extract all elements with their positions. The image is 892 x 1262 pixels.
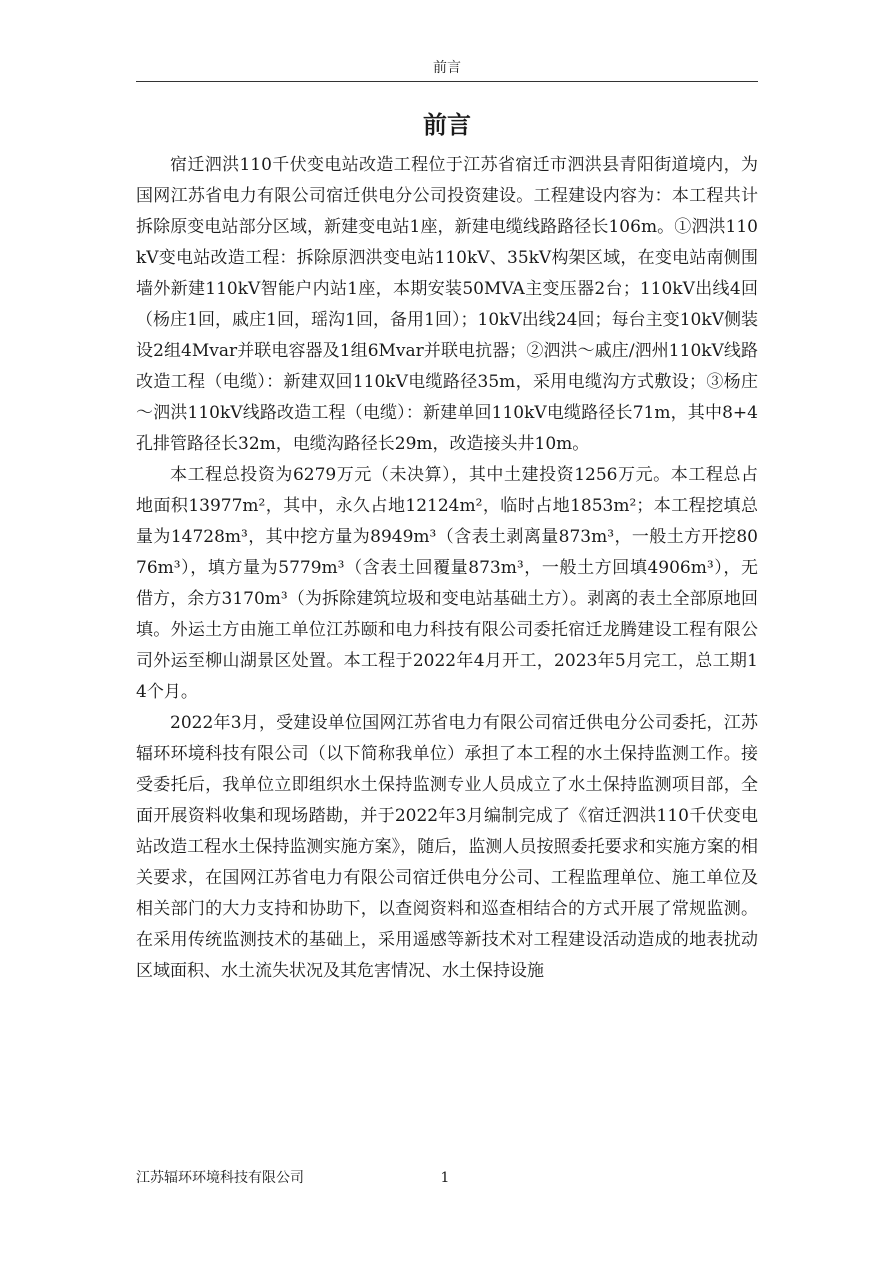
- paragraph-monitoring-work: 2022年3月，受建设单位国网江苏省电力有限公司宿迁供电分公司委托，江苏辐环环境科技有限公司（以下简称我单位）承担了本工程的水土保持监测工作。接受委托后，我单位立即组织水土保持监测专业人员成立了水土保持监测项目部，全面开展资料收集和现场踏勘，并于2022年3月编制完成了《宿迁泗洪110千伏变电站改造工程水土保持监测实施方案》，随后，监测人员按照委托要求和实施方案的相关要求，在国网江苏省电力有限公司宿迁供电分公司、工程监理单位、施工单位及相关部门的大力支持和协助下，以查阅资料和巡查相结合的方式开展了常规监测。在采用传统监测技术的基础上，采用遥感等新技术对工程建设活动造成的地表扰动区域面积、水土流失状况及其危害情况、水土保持设施: [136, 713, 758, 981]
- body-text: [136, 150, 758, 987]
- page-title: 前言: [423, 110, 471, 139]
- footer-company: 江苏辐环环境科技有限公司: [136, 1170, 304, 1186]
- paragraph-investment-earthwork: 本工程总投资为6279万元（未决算），其中土建投资1256万元。本工程总占地面积13977m²，其中，永久占地12124m²，临时占地1853m²；本工程挖填总量为14728m³，其中挖方量为8949m³（含表土剥离量873m³，一般土方开挖8076m³），填方量为5779m³（含表土回覆量873m³，一般土方回填4906m³），无借方，余方3170m³（为拆除建筑垃圾和变电站基础土方）。剥离的表土全部原地回填。外运土方由施工单位江苏颐和电力科技有限公司委托宿迁龙腾建设工程有限公司外运至柳山湖景区处置。本工程于2022年4月开工，2023年5月完工，总工期14个月。: [136, 465, 758, 702]
- page-number: 1: [440, 1170, 450, 1186]
- header-divider: [136, 81, 758, 82]
- paragraph-project-overview: 宿迁泗洪110千伏变电站改造工程位于江苏省宿迁市泗洪县青阳街道境内，为国网江苏省电力有限公司宿迁供电分公司投资建设。工程建设内容为：本工程共计拆除原变电站部分区域，新建变电站1座，新建电缆线路路径长106m。①泗洪110kV变电站改造工程：拆除原泗洪变电站110kV、35kV构架区域，在变电站南侧围墙外新建110kV智能户内站1座，本期安装50MVA主变压器2台；110kV出线4回（杨庄1回，戚庄1回，瑶沟1回，备用1回）；10kV出线24回；每台主变10kV侧装设2组4Mvar并联电容器及1组6Mvar并联电抗器；②泗洪～戚庄/泗州110kV线路改造工程（电缆）：新建双回110kV电缆路径35m，采用电缆沟方式敷设；③杨庄～泗洪110kV线路改造工程（电缆）：新建单回110kV电缆路径长71m，其中8+4孔排管路径长32m，电缆沟路径长29m，改造接头井10m。: [136, 155, 758, 454]
- running-header: 前言: [433, 60, 461, 76]
